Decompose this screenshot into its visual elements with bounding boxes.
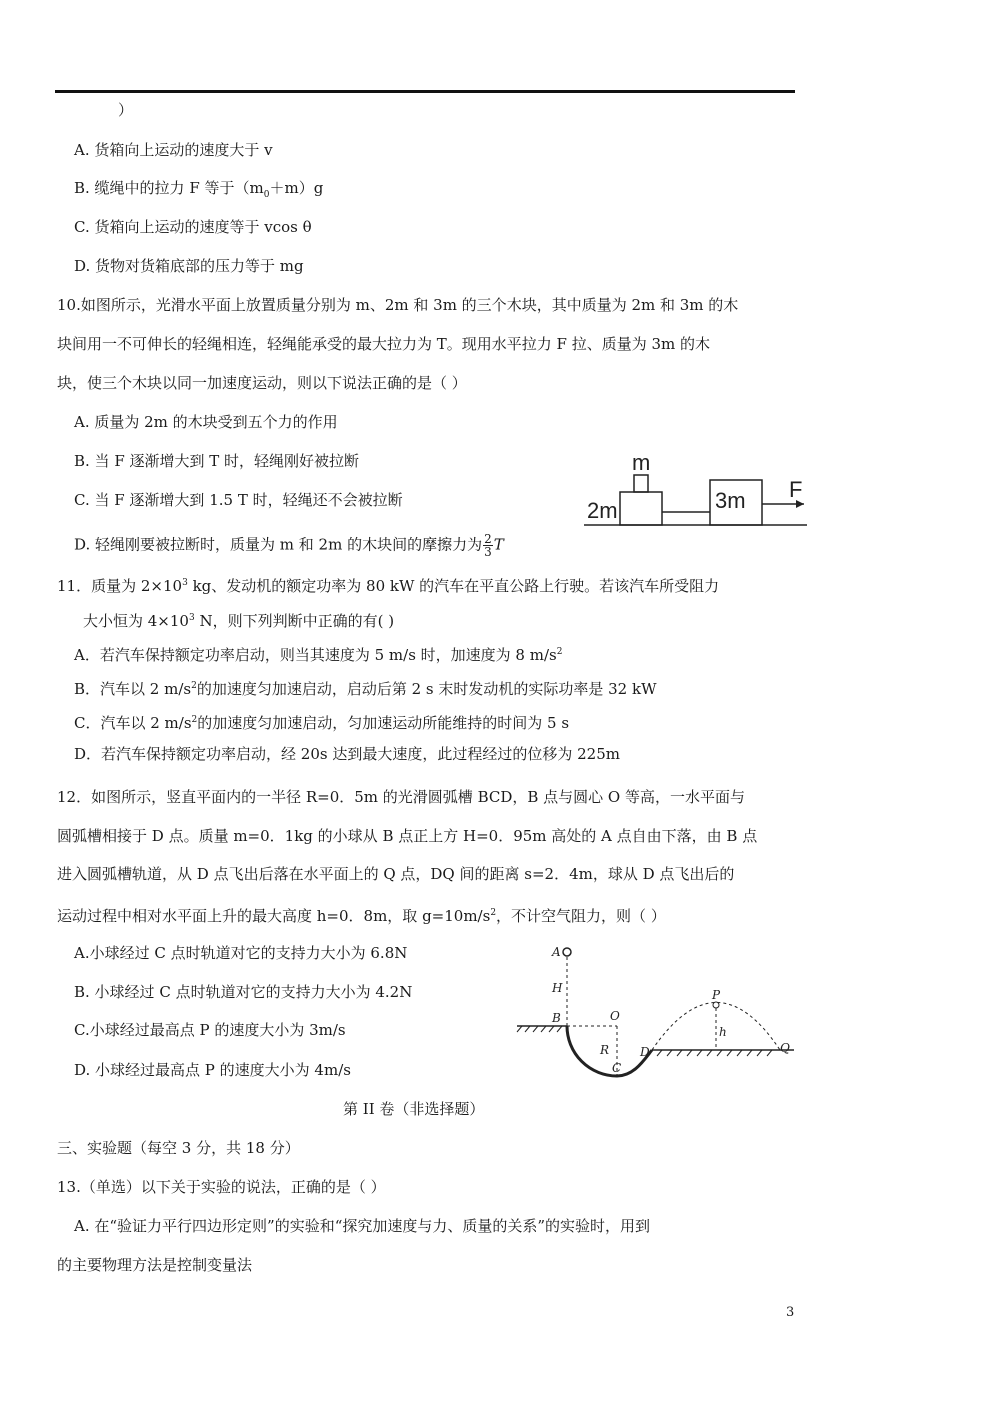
fraction: $\frac{2}{3}$ xyxy=(484,532,492,559)
q10-option-c: C. 当 F 逐渐增大到 1.5 T 时，轻绳还不会被拉断 xyxy=(74,491,403,509)
q11-option-d: D．若汽车保持额定功率启动，经 20s 达到最大速度，此过程经过的位移为 225m xyxy=(74,745,620,763)
q9-option-b: B. 缆绳中的拉力 F 等于$(m_0+m)g$ xyxy=(74,179,324,200)
q10-stem-line-1: 10.如图所示，光滑水平面上放置质量分别为 m、2m 和 3m 的三个木块，其中质量为 2m 和 3m 的木 xyxy=(57,296,739,314)
q13-option-a-line-1: A. 在“验证力平行四边形定则”的实验和“探究加速度与力、质量的关系”的实验时，用到 xyxy=(74,1217,651,1235)
q11-option-b: B．汽车以 2 $m/s^2$的加速度匀加速启动，启动后第 2 s 末时发动机的实际功率是 32 kW xyxy=(74,680,657,698)
label-R: R xyxy=(600,1043,610,1057)
q9-option-d: D. 货物对货箱底部的压力等于 mg xyxy=(74,257,304,275)
q13-option-a-line-2: 的主要物理方法是控制变量法 xyxy=(57,1256,253,1274)
label-C: C xyxy=(612,1061,622,1075)
q11-stem-line-1: 11．质量为 $2\times 10^3$ kg、发动机的额定功率为 80 kW 的汽车在平直公路上行驶。若该汽车所受阻力 xyxy=(57,577,720,595)
q10-stem-line-3: 块，使三个木块以同一加速度运动，则以下说法正确的是（ ） xyxy=(57,374,467,392)
q9-option-c: C. 货箱向上运动的速度等于 vcos θ xyxy=(74,218,312,236)
q10-blocks-figure xyxy=(582,450,812,532)
q10-option-b: B. 当 F 逐渐增大到 T 时，轻绳刚好被拉断 xyxy=(74,452,360,470)
page-number: 3 xyxy=(786,1305,795,1320)
q11-option-a: A．若汽车保持额定功率启动，则当其速度为 5 m/s 时，加速度为 8 $m/s^2$ xyxy=(74,646,563,664)
label-O: O xyxy=(610,1009,620,1023)
q12-option-b: B. 小球经过 C 点时轨道对它的支持力大小为 4.2N xyxy=(74,983,413,1001)
q13-stem: 13.（单选）以下关于实验的说法，正确的是（ ） xyxy=(57,1178,386,1196)
q12-track-figure xyxy=(512,940,802,1085)
q12-option-d: D. 小球经过最高点 P 的速度大小为 4m/s xyxy=(74,1061,351,1079)
q12-stem-line-1: 12．如图所示，竖直平面内的一半径 R=0．5m 的光滑圆弧槽 BCD，B 点与圆心 O 等高，一水平面与 xyxy=(57,788,745,806)
label-A: A xyxy=(552,945,561,959)
label-D: D xyxy=(640,1045,650,1059)
label-Q: Q xyxy=(780,1041,790,1055)
q10-option-a: A. 质量为 2m 的木块受到五个力的作用 xyxy=(74,413,338,431)
q12-stem-line-3: 进入圆弧槽轨道，从 D 点飞出后落在水平面上的 Q 点，DQ 间的距离 s=2．4m，球从 D 点飞出后的 xyxy=(57,865,735,883)
q12-stem-line-2: 圆弧槽相接于 D 点。质量 m=0．1kg 的小球从 B 点正上方 H=0．95m 高处的 A 点自由下落，由 B 点 xyxy=(57,827,758,845)
header-rule xyxy=(55,90,795,93)
section-heading: 三、实验题（每空 3 分，共 18 分） xyxy=(57,1139,300,1157)
label-P: P xyxy=(712,988,721,1002)
q11-option-c: C．汽车以 2 $m/s^2$的加速度匀加速启动，匀加速运动所能维持的时间为 5 s xyxy=(74,714,570,732)
q9-option-a: A. 货箱向上运动的速度大于 v xyxy=(74,141,273,159)
q9-stem-end: ） xyxy=(118,101,134,119)
label-m: m xyxy=(632,450,651,475)
q12-option-c: C.小球经过最高点 P 的速度大小为 3m/s xyxy=(74,1021,346,1039)
label-h: h xyxy=(719,1025,727,1039)
q10-stem-line-2: 块间用一不可伸长的轻绳相连，轻绳能承受的最大拉力为 T。现用水平拉力 F 拉、质量为 3m 的木 xyxy=(57,335,711,353)
label-F: F xyxy=(789,477,803,502)
label-H: H xyxy=(552,981,563,995)
q12-option-a: A.小球经过 C 点时轨道对它的支持力大小为 6.8N xyxy=(74,944,408,962)
label-2m: 2m xyxy=(587,498,618,523)
q12-stem-line-4: 运动过程中相对水平面上升的最大高度 h=0．8m，取 $g=10m/s^2$，不计空气阻力，则（ ） xyxy=(57,907,666,925)
section-title: 第 II 卷（非选择题） xyxy=(343,1100,485,1118)
label-B: B xyxy=(552,1011,561,1025)
q11-stem-line-2: 大小恒为 $4\times 10^3$ N，则下列判断中正确的有( ) xyxy=(83,612,395,630)
q10-option-d: D. 轻绳刚要被拉断时，质量为 m 和 2m 的木块间的摩擦力为 $\frac{2}{3}$ T xyxy=(74,532,504,559)
label-3m: 3m xyxy=(715,488,746,513)
